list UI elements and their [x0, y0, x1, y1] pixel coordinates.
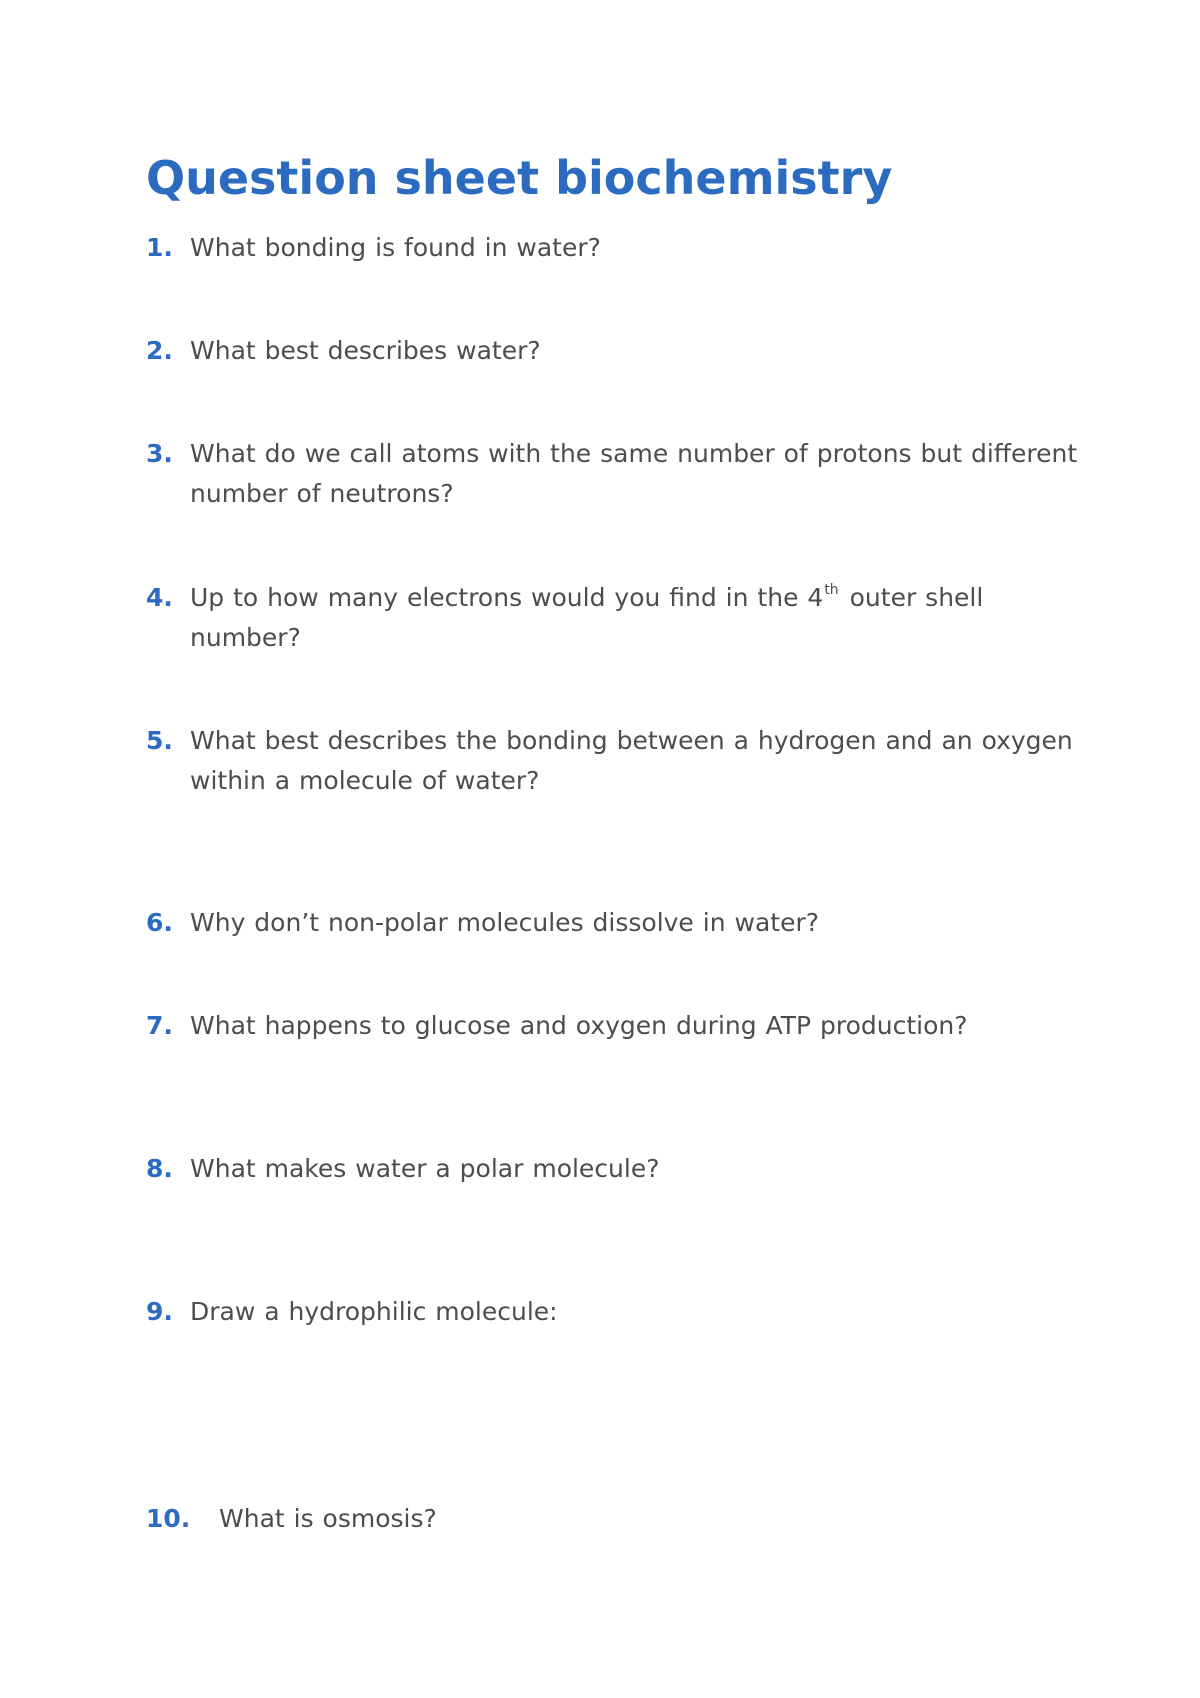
question-number: 3. [146, 439, 173, 468]
question-number: 5. [146, 726, 173, 755]
question-text: Why don’t non-polar molecules dissolve in water? [190, 908, 819, 937]
question-item-10 [146, 1499, 1086, 1539]
question-text: What happens to glucose and oxygen during ATP production? [190, 1011, 968, 1040]
question-item-6 [146, 903, 1086, 943]
question-number: 1. [146, 233, 173, 262]
question-item-7 [146, 1006, 1086, 1046]
question-text-before: Up to how many electrons would you find in the 4 [190, 583, 824, 612]
question-item-5 [146, 721, 1086, 801]
question-text: What is osmosis? [219, 1504, 437, 1533]
question-item-3 [146, 434, 1086, 514]
question-text: What best describes water? [190, 336, 541, 365]
question-item-4 [146, 578, 1086, 658]
question-number: 4. [146, 583, 173, 612]
question-number: 8. [146, 1154, 173, 1183]
page-title: Question sheet biochemistry [146, 151, 893, 205]
question-number: 7. [146, 1011, 173, 1040]
question-text-after: outer shell number? [190, 583, 984, 652]
question-number: 6. [146, 908, 173, 937]
question-text [190, 578, 1086, 658]
question-text: What makes water a polar molecule? [190, 1154, 660, 1183]
question-number: 9. [146, 1297, 173, 1326]
question-number: 2. [146, 336, 173, 365]
question-item-2 [146, 331, 1086, 371]
ordinal-superscript: th [824, 582, 839, 598]
question-text: Draw a hydrophilic molecule: [190, 1297, 558, 1326]
question-item-9 [146, 1292, 1086, 1332]
question-text: What bonding is found in water? [190, 233, 601, 262]
question-text: What do we call atoms with the same number of protons but different number of neutrons? [190, 439, 1078, 508]
question-item-8 [146, 1149, 1086, 1189]
question-text: What best describes the bonding between a hydrogen and an oxygen within a molecule of water? [190, 726, 1073, 795]
question-item-1 [146, 228, 1086, 268]
question-number: 10. [146, 1504, 191, 1533]
